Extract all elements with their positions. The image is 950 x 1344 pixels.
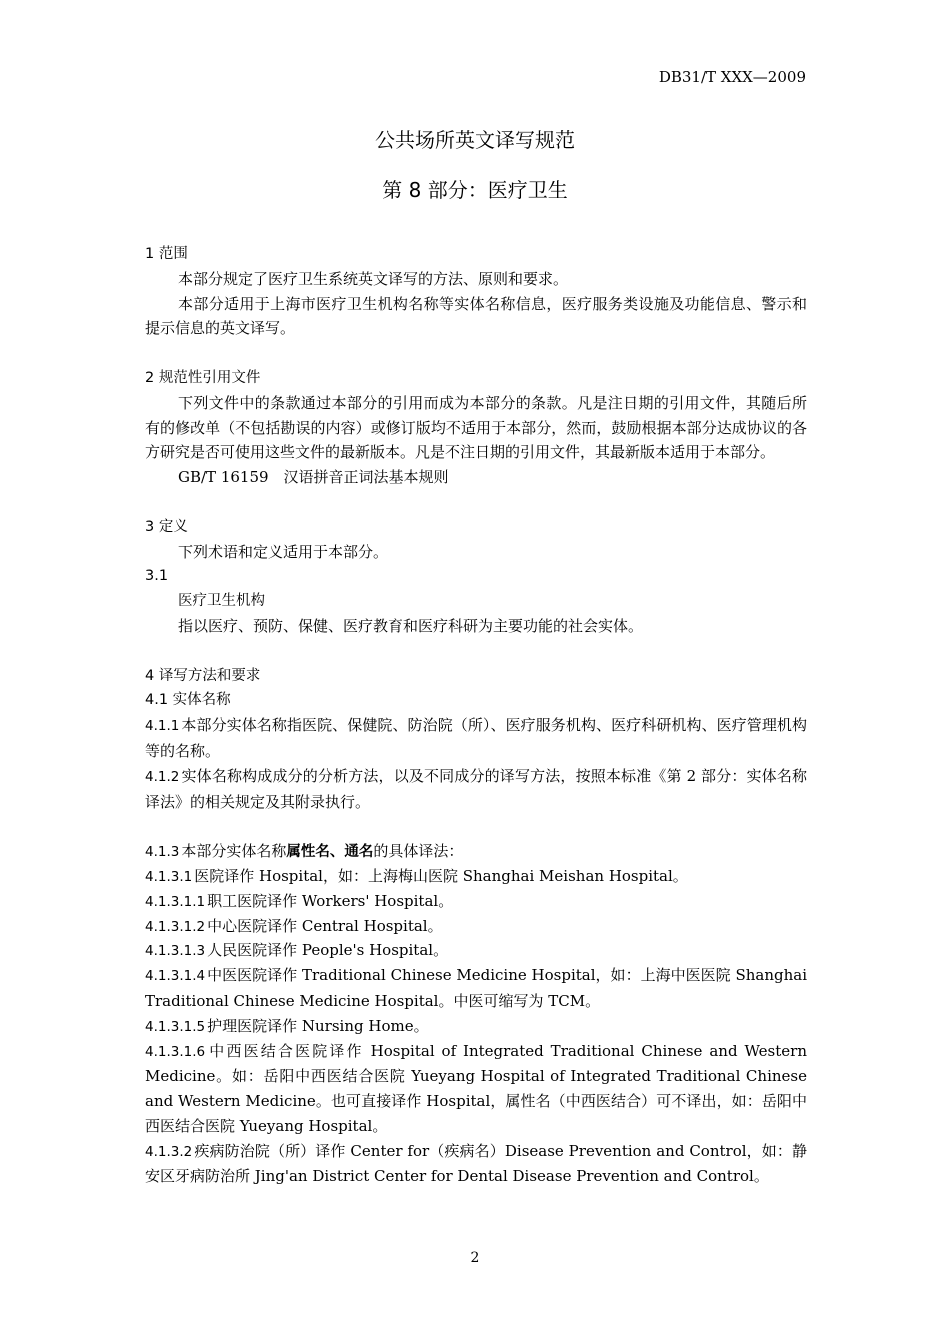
- reference-item: GB/T 16159 汉语拼音正词法基本规则: [178, 468, 449, 487]
- subsection-heading: 4.1 实体名称: [145, 692, 231, 709]
- clause-number: 4.1.3.2: [145, 1143, 193, 1160]
- bold-term: 通名: [344, 844, 374, 861]
- clause: 4.1.3.1.4 中医医院译作 Traditional Chinese Medicine Hospital，如：上海中医医院 Shanghai Traditional Chinese Medicine Hospital。中医可缩写为 TCM。: [145, 966, 807, 1010]
- clause-number: 3.1: [145, 568, 169, 585]
- clause-number: 4.1.3.1: [145, 868, 193, 885]
- clause: 4.1.3.1.6 中西医结合医院译作 Hospital of Integrated Traditional Chinese and Western Medicine。如：岳阳中西医结合医院 Yueyang Hospital of Integrated Traditional Chinese and Western Medicine。也可直接译作 Hospital，属性名（中西医结合）可不译出，如：岳阳中西医结合医院 Yueyang Hospital。: [145, 1041, 807, 1135]
- page-number: 2: [470, 1250, 480, 1266]
- clause-number: 4.1.3.1.2: [145, 918, 206, 935]
- clause-number: 4.1.1: [145, 718, 180, 735]
- clause-number: 4.1.3.1.5: [145, 1018, 206, 1035]
- part-title: 第 8 部分：医疗卫生: [382, 178, 568, 202]
- standard-number: DB31/T XXX—2009: [658, 68, 806, 86]
- section-heading-references: 2 规范性引用文件: [145, 369, 261, 386]
- clause: 4.1.1 本部分实体名称指医院、保健院、防治院（所）、医疗服务机构、医疗科研机构、医疗管理机构等的名称。: [145, 716, 807, 760]
- clause-number: 4.1.3: [145, 844, 180, 861]
- document-title: 公共场所英文译写规范: [375, 128, 575, 152]
- clause: 4.1.3.1.5 护理医院译作 Nursing Home。: [145, 1016, 429, 1035]
- paragraph: 下列术语和定义适用于本部分。: [178, 542, 389, 561]
- clause-number: 4.1.3.1.4: [145, 968, 206, 985]
- clause: 4.1.3.1.1 职工医院译作 Workers' Hospital。: [145, 891, 454, 910]
- section-heading-methods: 4 译写方法和要求: [145, 667, 261, 684]
- clause: 4.1.3.1.3 人民医院译作 People's Hospital。: [145, 941, 449, 960]
- clause: 4.1.3.1 医院译作 Hospital，如：上海梅山医院 Shanghai Meishan Hospital。: [145, 866, 688, 885]
- clause: 4.1.3.2 疾病防治院（所）译作 Center for（疾病名）Disease Prevention and Control，如：静安区牙病防治所 Jing'an District Center for Dental Disease Prevention and Control。: [145, 1141, 807, 1186]
- section-heading-scope: 1 范围: [145, 246, 188, 262]
- bold-term: 属性名: [286, 844, 330, 861]
- clause-number: 4.1.3.1.3: [145, 943, 206, 960]
- clause-number: 4.1.2: [145, 768, 180, 785]
- term-definition: 指以医疗、预防、保健、医疗教育和医疗科研为主要功能的社会实体。: [178, 616, 644, 635]
- paragraph: 下列文件中的条款通过本部分的引用而成为本部分的条款。凡是注日期的引用文件，其随后所有的修改单（不包括勘误的内容）或修订版均不适用于本部分，然而，鼓励根据本部分达成协议的各方研究是否可使用这些文件的最新版本。凡是不注日期的引用文件，其最新版本适用于本部分。: [145, 393, 807, 462]
- clause: 4.1.2 实体名称构成成分的分析方法，以及不同成分的译写方法，按照本标准《第 2 部分：实体名称译法》的相关规定及其附录执行。: [145, 766, 807, 811]
- clause: 4.1.3 本部分实体名称属性名、通名的具体译法：: [145, 842, 464, 861]
- paragraph: 本部分适用于上海市医疗卫生机构名称等实体名称信息，医疗服务类设施及功能信息、警示和提示信息的英文译写。: [145, 294, 807, 338]
- document-body: [145, 242, 807, 1189]
- section-heading-definitions: 3 定义: [145, 518, 188, 535]
- clause-number: 4.1.3.1.6: [145, 1043, 206, 1060]
- term: 医疗卫生机构: [178, 593, 265, 610]
- clause: 4.1.3.1.2 中心医院译作 Central Hospital。: [145, 916, 443, 935]
- clause-number: 4.1.3.1.1: [145, 893, 206, 910]
- paragraph: 本部分规定了医疗卫生系统英文译写的方法、原则和要求。: [178, 269, 569, 288]
